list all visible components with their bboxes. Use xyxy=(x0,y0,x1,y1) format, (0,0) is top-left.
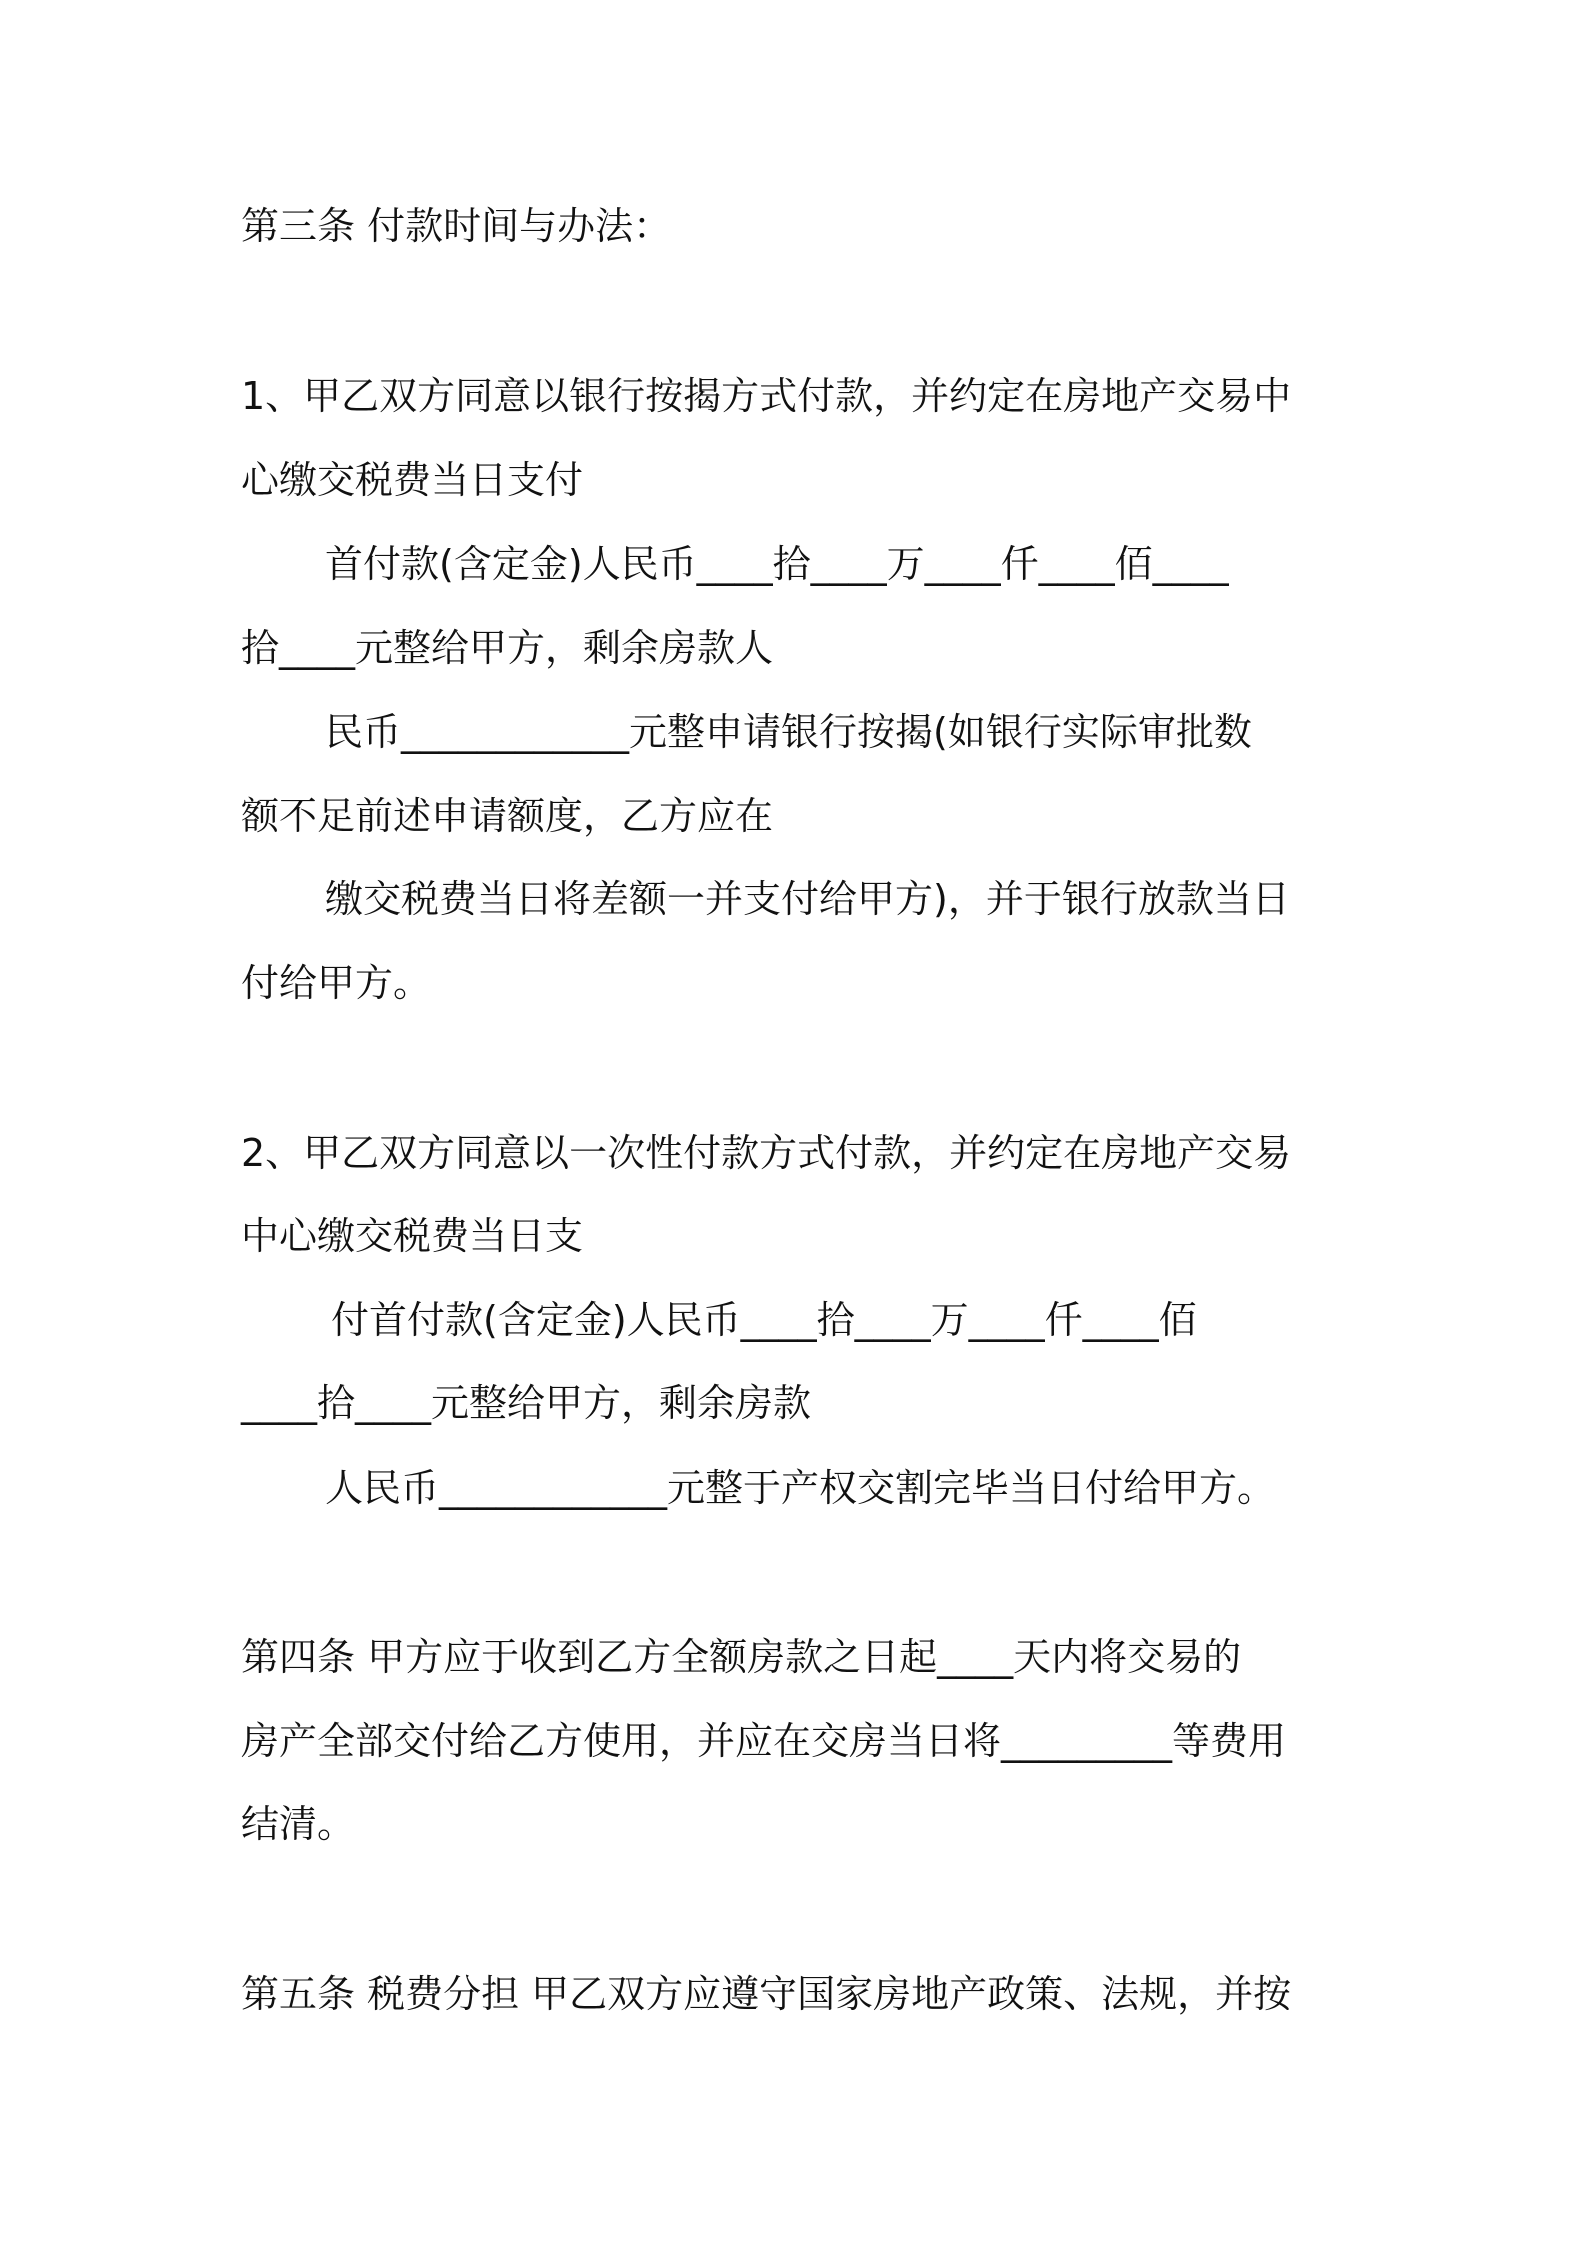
article5-line1: 第五条 税费分担 甲乙双方应遵守国家房地产政策、法规，并按 xyxy=(241,1972,1292,2016)
clause2-line4: ____拾____元整给甲方，剩余房款 xyxy=(241,1381,812,1425)
clause2-line1: 2、甲乙双方同意以一次性付款方式付款，并约定在房地产交易 xyxy=(241,1131,1292,1175)
clause1-line8: 付给甲方。 xyxy=(241,961,432,1005)
clause1-line7: 缴交税费当日将差额一并支付给甲方)，并于银行放款当日 xyxy=(325,877,1290,921)
clause1-line6: 额不足前述申请额度，乙方应在 xyxy=(241,794,774,838)
clause2-line5: 人民币____________元整于产权交割完毕当日付给甲方。 xyxy=(325,1466,1276,1510)
article3-heading: 第三条 付款时间与办法： xyxy=(241,204,672,248)
clause1-line3: 首付款(含定金)人民币____拾____万____仟____佰____ xyxy=(325,542,1229,586)
clause1-line2: 心缴交税费当日支付 xyxy=(241,458,584,502)
clause1-line5: 民币____________元整申请银行按揭(如银行实际审批数 xyxy=(325,710,1252,754)
clause2-line3: 付首付款(含定金)人民币____拾____万____仟____佰 xyxy=(331,1298,1197,1342)
clause2-line2: 中心缴交税费当日支 xyxy=(241,1214,584,1258)
clause1-line1: 1、甲乙双方同意以银行按揭方式付款，并约定在房地产交易中 xyxy=(241,374,1292,418)
article4-line2: 房产全部交付给乙方使用，并应在交房当日将_________等费用 xyxy=(241,1719,1287,1763)
clause1-line4: 拾____元整给甲方，剩余房款人 xyxy=(241,626,774,670)
article4-line1: 第四条 甲方应于收到乙方全额房款之日起____天内将交易的 xyxy=(241,1635,1242,1679)
article4-line3: 结清。 xyxy=(241,1802,356,1846)
